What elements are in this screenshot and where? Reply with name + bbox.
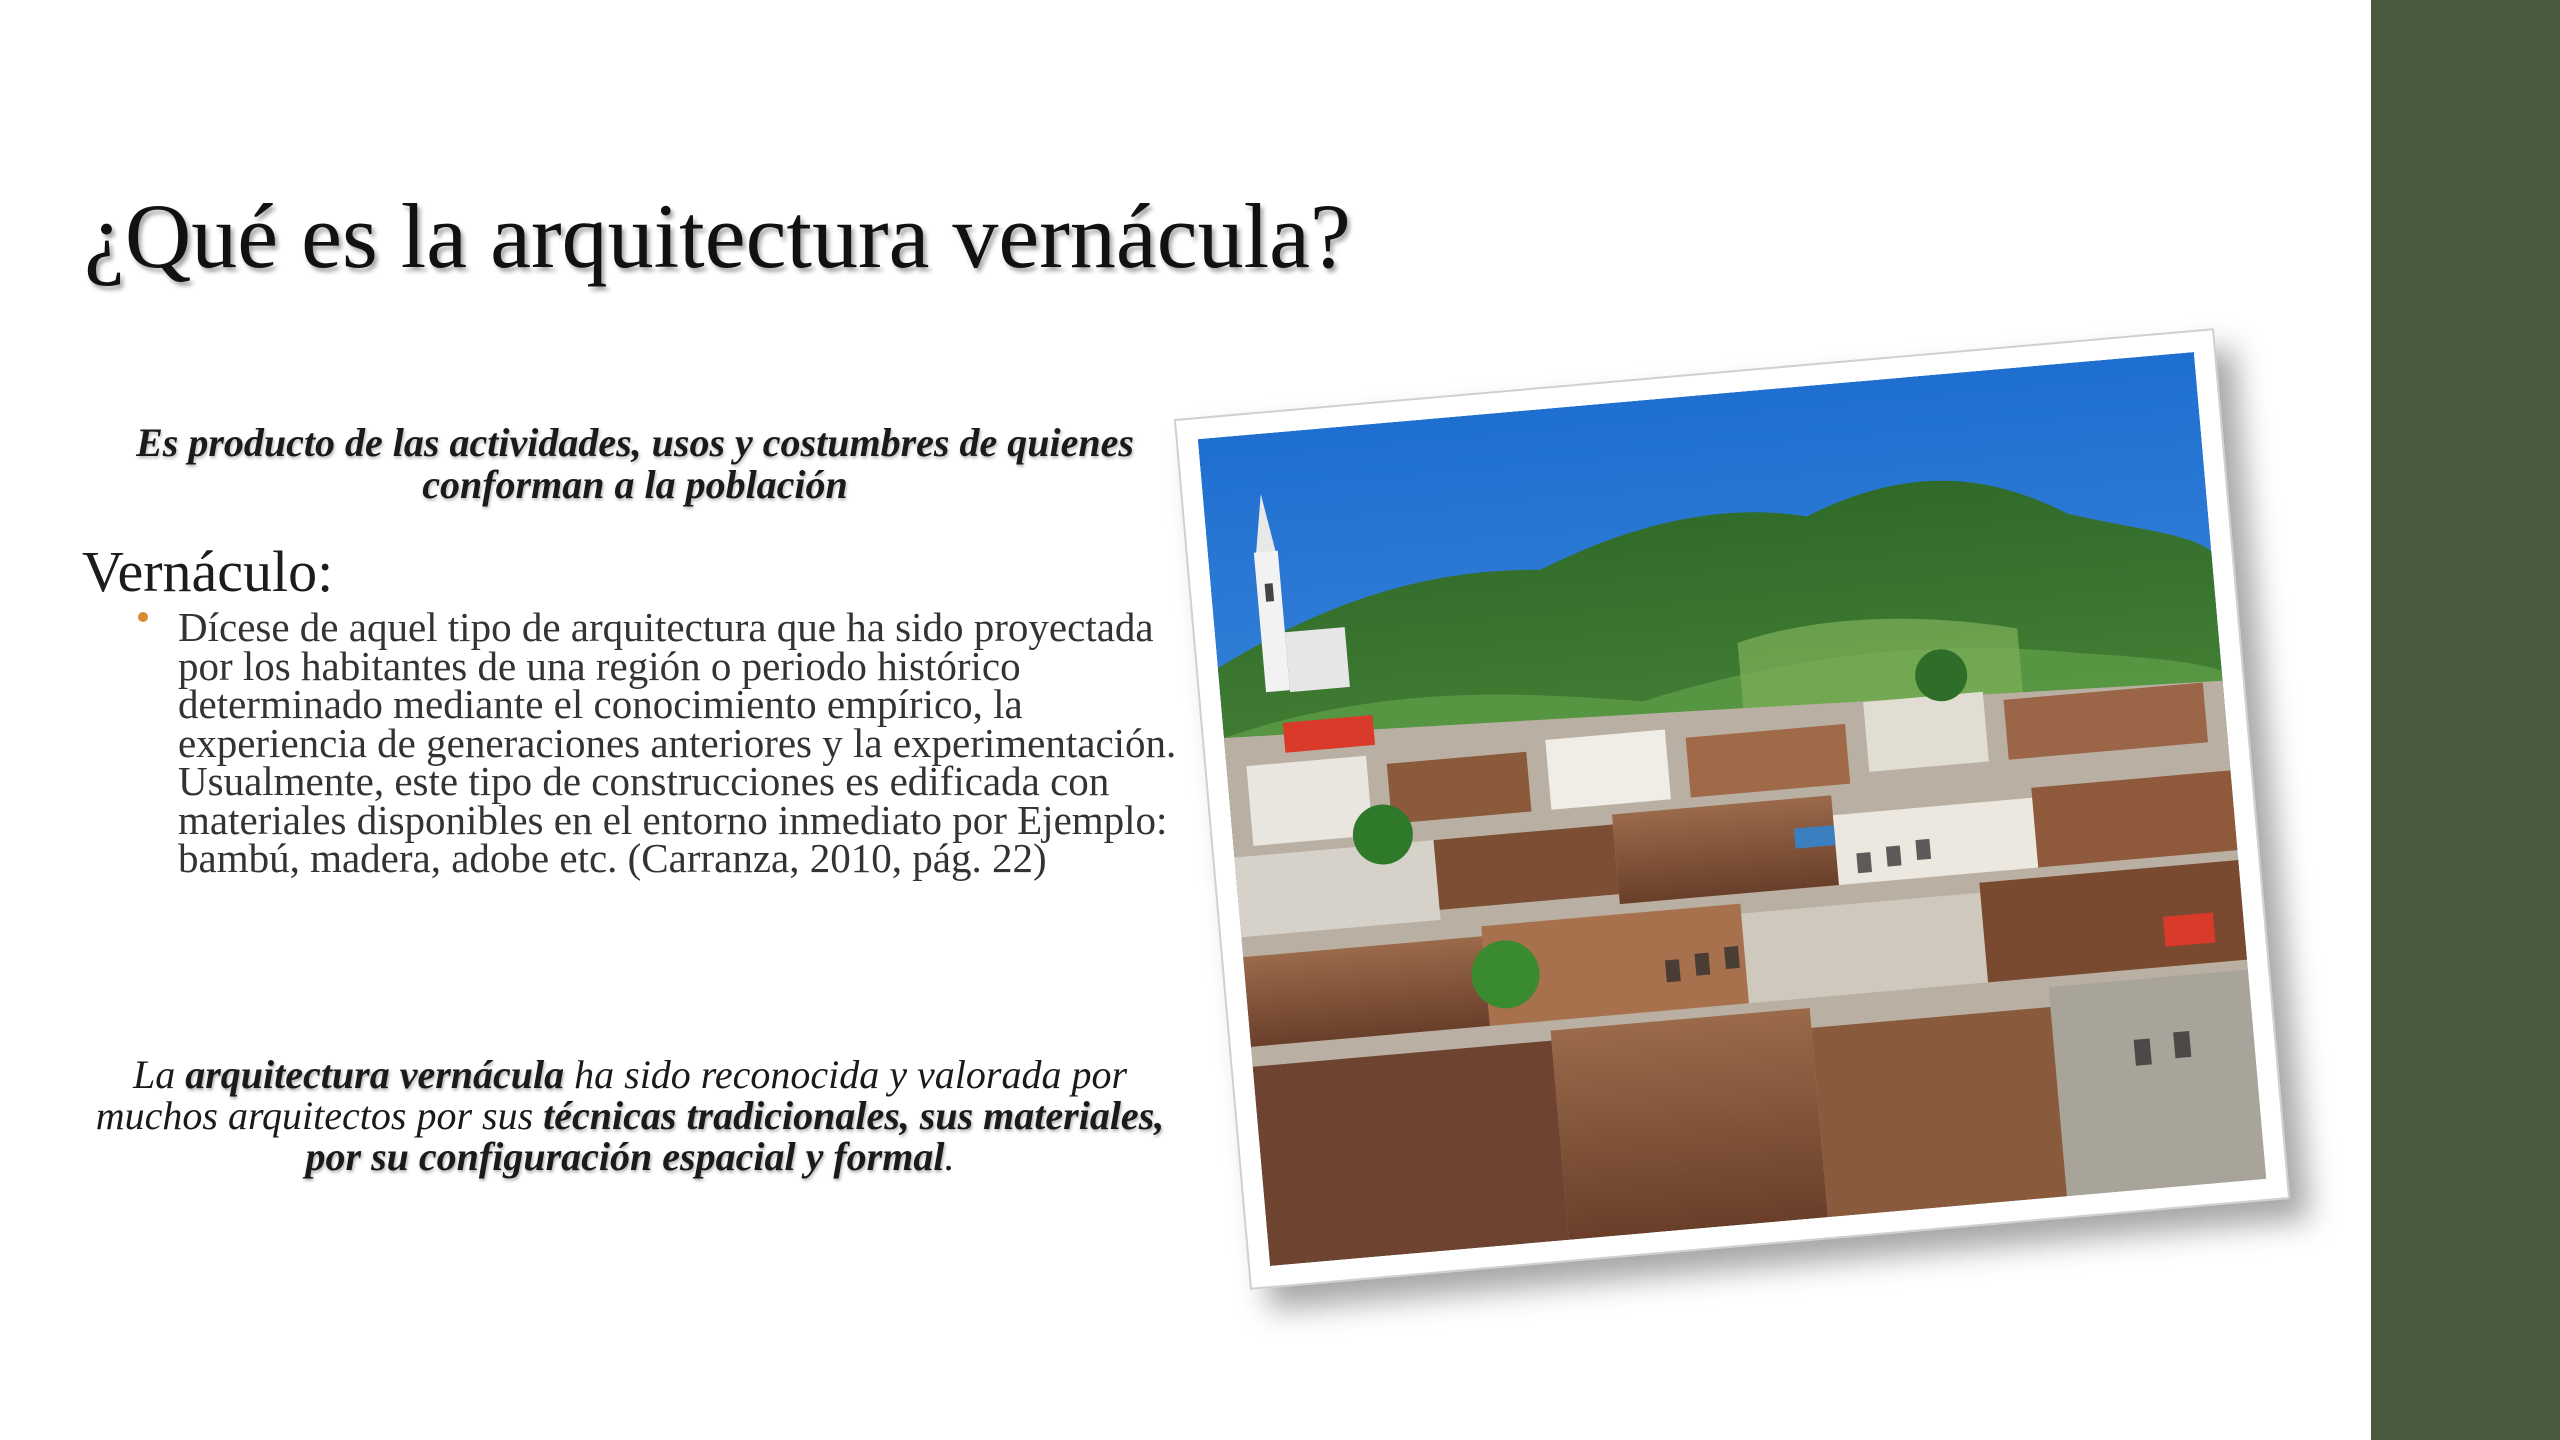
closing-bold-2: técnicas tradicionales, sus materiales, por su configuración espacial y formal bbox=[305, 1093, 1165, 1179]
closing-text-2: ha sido reconocida y valorada por muchos arquitectos por sus bbox=[95, 1052, 1128, 1138]
photo-frame bbox=[1174, 328, 2290, 1290]
slide-title: ¿Qué es la arquitectura vernácula? bbox=[84, 185, 1351, 287]
side-accent-bar bbox=[2371, 0, 2560, 1440]
intro-text: Es producto de las actividades, usos y costumbres de quienes conforman a la población bbox=[136, 420, 1134, 507]
closing-text-3: . bbox=[944, 1134, 955, 1179]
town-photo-illustration bbox=[1198, 352, 2267, 1266]
closing-bold-1: arquitectura vernácula bbox=[185, 1052, 565, 1097]
bullet-icon bbox=[138, 612, 148, 622]
town-photo bbox=[1198, 352, 2267, 1266]
closing-text-1: La bbox=[132, 1052, 186, 1097]
term-heading: Vernáculo: bbox=[82, 539, 334, 604]
definition-text: Dícese de aquel tipo de arquitectura que ha sido proyectada por los habitantes de una región o periodo histórico determinado mediante el conocimiento empírico, la experiencia de generaciones anteriores y la experimentación. Usualmente, este tipo de construcciones es edificada con materiales disponibles en el entorno inmediato por Ejemplo: bambú, madera, adobe etc. (Carranza, 2010, pág. 22) bbox=[178, 604, 1177, 881]
closing-paragraph bbox=[80, 1054, 1180, 1177]
